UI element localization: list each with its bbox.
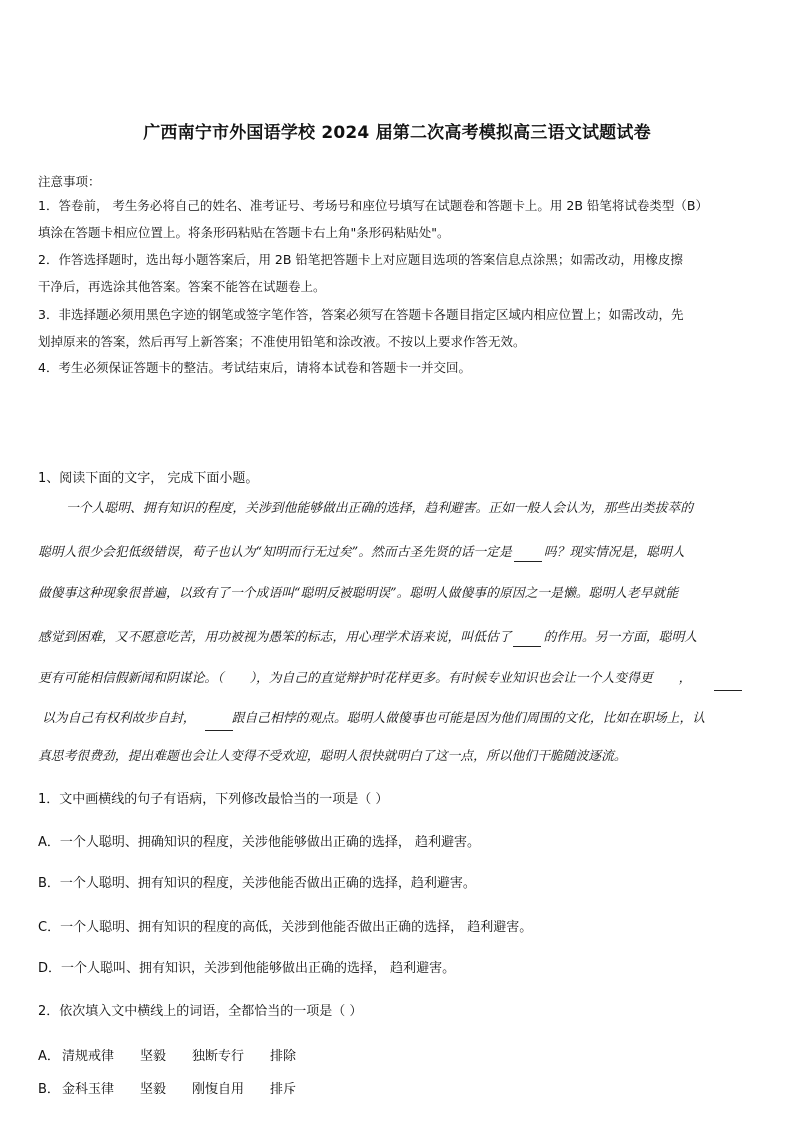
question-2-option-b[interactable] xyxy=(38,1078,758,1097)
notice-line: 4．考生必须保证答题卡的整洁。考试结束后，请将本试卷和答题卡一并交回。 xyxy=(38,360,471,375)
passage-text: 的作用。另一方面，聪明人 xyxy=(543,630,698,645)
fill-blank-2 xyxy=(513,636,541,647)
option-word: 排除 xyxy=(270,1049,297,1064)
passage-line xyxy=(38,541,758,562)
notice-line: 划掉原来的答案，然后再写上新答案；不准使用铅笔和涂改液。不按以上要求作答无效。 xyxy=(38,334,526,349)
passage-line: 做傻事这种现象很普遍，以致有了一个成语叫“聪明反被聪明误”。聪明人做傻事的原因之一是懒。聪明人老早就能 xyxy=(38,586,679,601)
fill-blank-1 xyxy=(514,551,542,562)
passage-line xyxy=(66,497,758,516)
option-word: 独断专行 xyxy=(192,1049,245,1064)
notice-line: 填涂在答题卡相应位置上。将条形码粘贴在答题卡右上角"条形码粘贴处"。 xyxy=(38,225,450,240)
question-1-stem: 1．文中画横线的句子有语病，下列修改最恰当的一项是（ ） xyxy=(38,792,389,807)
option-word: 金科玉律 xyxy=(62,1082,115,1097)
question-2-stem: 2．依次填入文中横线上的词语，全都恰当的一项是（ ） xyxy=(38,1004,363,1019)
passage-text: ），为自己的直觉辩护时花样更多。有时候专业知识也会让一个人变得更 xyxy=(249,671,653,686)
question-1-option-d[interactable]: D．一个人聪叫、拥有知识，关涉到他能够做出正确的选择， 趋利避害。 xyxy=(38,961,456,976)
option-word: 排斥 xyxy=(270,1082,297,1097)
fill-blank-4 xyxy=(205,729,233,731)
fill-blank-3 xyxy=(714,689,742,691)
question-1-option-a[interactable]: A．一个人聪明、拥确知识的程度，关涉他能够做出正确的选择， 趋利避害。 xyxy=(38,835,481,850)
notice-heading: 注意事项： xyxy=(38,174,101,189)
option-label: B． xyxy=(38,1082,60,1097)
passage-text: 聪明人很少会犯低级错误，荀子也认为“知明而行无过矣”。然而古圣先贤的话一定是 xyxy=(38,545,512,560)
question-1-option-c[interactable]: C．一个人聪明、拥有知识的程度的高低，关涉到他能否做出正确的选择， 趋利避害。 xyxy=(38,920,533,935)
passage-text: 正如一般人会认为，那些出类拔萃的 xyxy=(488,501,694,516)
notice-line: 3．非选择题必须用黑色字迹的钢笔或签字笔作答，答案必须写在答题卡各题目指定区域内相应位置上；如需改动，先 xyxy=(38,307,684,322)
reading-prompt: 1、阅读下面的文字， 完成下面小题。 xyxy=(38,471,259,486)
underlined-sentence: 一个人聪明、拥有知识的程度，关涉到他能够做出正确的选择，趋利避害。 xyxy=(66,501,489,516)
passage-text: 以为自己有权利故步自封， xyxy=(42,711,196,726)
option-word: 刚愎自用 xyxy=(192,1082,245,1097)
question-1-option-b[interactable]: B．一个人聪明、拥有知识的程度，关涉他能否做出正确的选择，趋利避害。 xyxy=(38,876,476,891)
page-title: 广西南宁市外国语学校 2024 届第二次高考模拟高三语文试题试卷 xyxy=(143,123,651,143)
option-word: 清规戒律 xyxy=(62,1049,115,1064)
passage-text: 跟自己相悖的观点。聪明人做傻事也可能是因为他们周围的文化，比如在职场上，认 xyxy=(231,711,706,726)
option-word: 坚毅 xyxy=(140,1049,167,1064)
question-2-option-a[interactable] xyxy=(38,1045,758,1064)
passage-text: 吗？现实情况是，聪明人 xyxy=(543,545,685,560)
notice-line: 2．作答选择题时，选出每小题答案后，用 2B 铅笔把答题卡上对应题目选项的答案信息点涂黑；如需改动，用橡皮擦 xyxy=(38,252,683,267)
notice-line: 干净后，再选涂其他答案。答案不能答在试题卷上。 xyxy=(38,279,326,294)
option-word: 坚毅 xyxy=(140,1082,167,1097)
passage-line: 真思考很费劲，提出难题也会让人变得不受欢迎，聪明人很快就明白了这一点，所以他们干脆随波逐流。 xyxy=(38,749,627,764)
passage-text: 感觉到困难，又不愿意吃苦，用功被视为愚笨的标志，用心理学术语来说，叫低估了 xyxy=(38,630,512,645)
notice-line: 1．答卷前， 考生务必将自己的姓名、准考证号、考场号和座位号填写在试题卷和答题卡上。用 2B 铅笔将试卷类型（B） xyxy=(38,198,708,213)
passage-text: 更有可能相信假新闻和阴谋论。（ xyxy=(38,671,224,686)
option-label: A． xyxy=(38,1049,60,1064)
passage-line xyxy=(38,626,758,647)
passage-line xyxy=(38,667,758,686)
passage-text: ， xyxy=(678,671,692,686)
passage-line xyxy=(42,707,762,726)
